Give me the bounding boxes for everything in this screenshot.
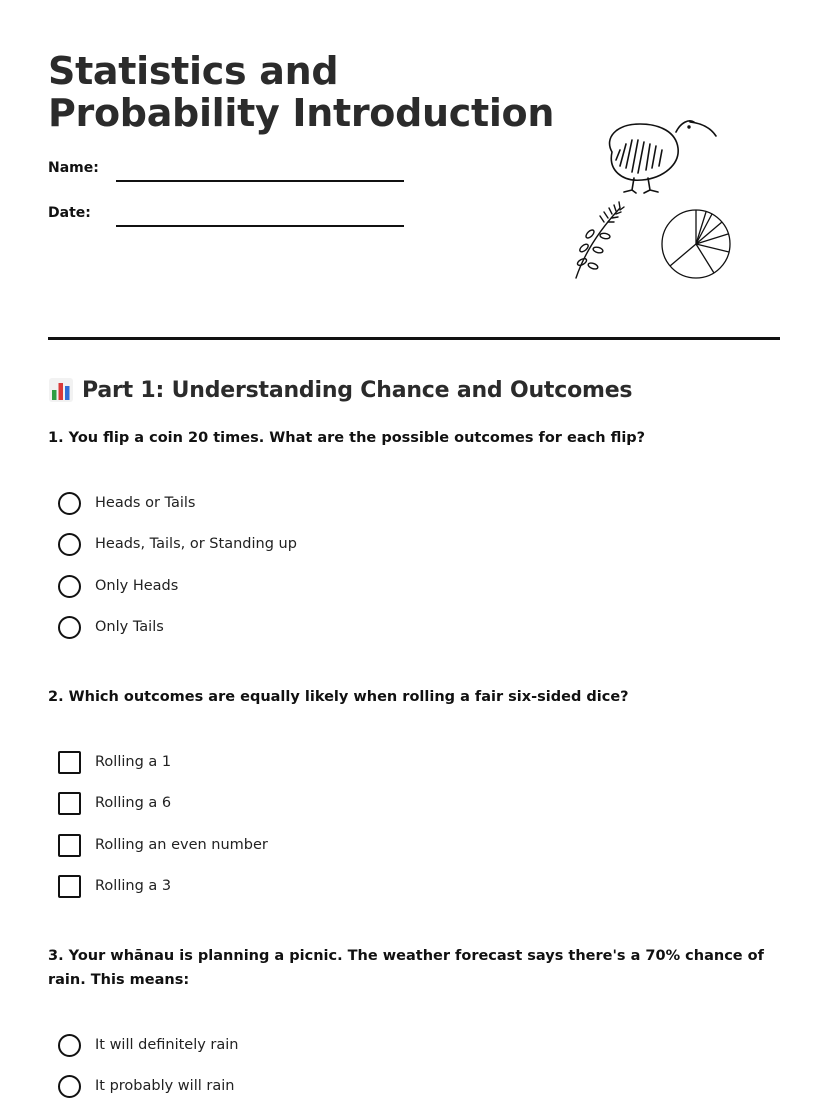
- q2-option-2[interactable]: [58, 791, 171, 815]
- checkbox[interactable]: [58, 792, 81, 815]
- option-label: It probably will rain: [95, 1078, 235, 1094]
- option-label: Rolling a 6: [95, 795, 172, 811]
- question-2: 2. Which outcomes are equally likely when rolling a fair six-sided dice?: [48, 689, 629, 705]
- option-label: Rolling an even number: [95, 837, 268, 853]
- q1-option-3[interactable]: [58, 574, 178, 598]
- q2-option-3[interactable]: [58, 833, 268, 857]
- q3-option-1[interactable]: [58, 1033, 239, 1057]
- pie-chart-drawing: [662, 210, 730, 278]
- checkbox[interactable]: [58, 751, 81, 774]
- section-divider: [48, 337, 780, 340]
- option-label: Only Tails: [95, 619, 164, 635]
- page-title-line-2: Probability Introduction: [48, 91, 555, 135]
- option-label: Rolling a 3: [95, 878, 172, 894]
- radio-button[interactable]: [58, 616, 81, 639]
- question-3: 3. Your whānau is planning a picnic. The weather forecast says there's a 70% chance of rain. This means:: [48, 948, 764, 988]
- q2-option-1[interactable]: [58, 750, 171, 774]
- name-field-line[interactable]: [116, 180, 404, 182]
- page-title-line-1: Statistics and: [48, 49, 339, 93]
- part1-heading: [48, 374, 632, 406]
- option-label: Only Heads: [95, 578, 179, 594]
- q1-option-1[interactable]: [58, 491, 195, 515]
- fern-sprig-drawing: [576, 202, 624, 278]
- worksheet-illustrations: [560, 110, 750, 290]
- date-field-line[interactable]: [116, 225, 404, 227]
- name-label: Name:: [48, 160, 99, 176]
- option-label: It will definitely rain: [95, 1037, 239, 1053]
- question-1: 1. You flip a coin 20 times. What are the possible outcomes for each flip?: [48, 430, 646, 446]
- page-title: [48, 50, 554, 134]
- option-label: Rolling a 1: [95, 754, 172, 770]
- radio-button[interactable]: [58, 533, 81, 556]
- radio-button[interactable]: [58, 1034, 81, 1057]
- date-label: Date:: [48, 205, 91, 221]
- checkbox[interactable]: [58, 875, 81, 898]
- q1-option-2[interactable]: [58, 532, 297, 556]
- radio-button[interactable]: [58, 575, 81, 598]
- part1-heading-text: Part 1: Understanding Chance and Outcomes: [82, 377, 633, 403]
- option-label: Heads or Tails: [95, 495, 196, 511]
- option-label: Heads, Tails, or Standing up: [95, 536, 297, 552]
- q3-option-2[interactable]: [58, 1074, 234, 1098]
- bar-chart-icon: [48, 377, 74, 403]
- q1-option-4[interactable]: [58, 615, 164, 639]
- q2-option-4[interactable]: [58, 874, 171, 898]
- radio-button[interactable]: [58, 1075, 81, 1098]
- checkbox[interactable]: [58, 834, 81, 857]
- kiwi-bird-drawing: [610, 121, 716, 193]
- radio-button[interactable]: [58, 492, 81, 515]
